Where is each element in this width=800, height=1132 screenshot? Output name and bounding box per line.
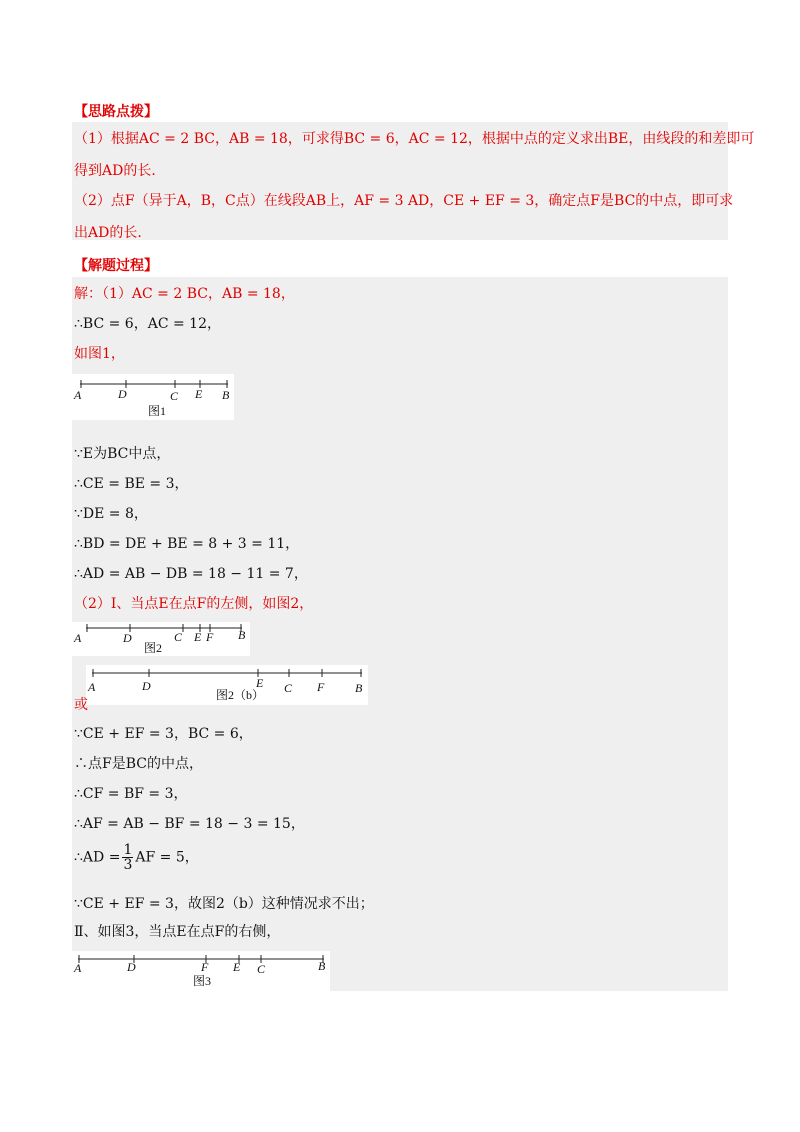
- figure-3: [72, 951, 330, 991]
- fig2-label-f: F: [206, 630, 214, 644]
- figure-1: [72, 374, 234, 420]
- fig2b-label-b: B: [355, 681, 363, 695]
- fig1-caption: 图1: [148, 404, 167, 418]
- fig2-label-b: B: [238, 628, 246, 642]
- solution-line-10: 或: [74, 697, 88, 713]
- figure-2b: [86, 665, 368, 705]
- solution-line-16: ∵CE + EF = 3，故图2（b）这种情况求不出；: [74, 896, 374, 912]
- fig2-label-c: C: [174, 630, 183, 644]
- solution-line-1: 解：（1）AC = 2 BC，AB = 18，: [74, 286, 295, 302]
- fig2b-label-a: A: [88, 680, 96, 694]
- solution-line-12: ∴点F是BC的中点，: [74, 756, 203, 772]
- solution-line-2: ∴BC = 6，AC = 12，: [74, 316, 221, 332]
- solution-line-6: ∵DE = 8，: [74, 506, 148, 522]
- fig1-label-e: E: [195, 387, 203, 401]
- fig3-label-c: C: [257, 962, 266, 976]
- solution-line-4: ∵E为BC中点，: [74, 446, 171, 462]
- solution-line-8: ∴AD = AB − DB = 18 − 11 = 7，: [74, 566, 308, 582]
- fig2b-label-f: F: [317, 680, 325, 694]
- solution-heading: 【解题过程】: [74, 258, 158, 274]
- solution-line-5: ∴CE = BE = 3，: [74, 476, 189, 492]
- fig2b-caption: 图2（b）: [216, 688, 265, 702]
- fig1-label-b: B: [222, 388, 230, 402]
- fig3-label-b: B: [318, 959, 326, 973]
- fig2-label-a: A: [74, 631, 82, 645]
- solution-line-14: ∴AF = AB − BF = 18 − 3 = 15，: [74, 816, 305, 832]
- solution-line-7: ∴BD = DE + BE = 8 + 3 = 11，: [74, 536, 300, 552]
- fig1-label-d: D: [118, 387, 127, 401]
- fig1-label-a: A: [74, 388, 82, 402]
- solution-line-9: （2）Ⅰ、当点E在点F的左侧，如图2，: [74, 596, 314, 612]
- fig3-label-f: F: [201, 960, 209, 974]
- hint-line-2b: 出AD的长．: [74, 225, 152, 241]
- figure-2: [72, 622, 250, 656]
- fig3-label-e: E: [233, 960, 241, 974]
- fig1-label-c: C: [170, 389, 179, 403]
- hint-line-2a: （2）点F（异于A，B，C点）在线段AB上，AF = 3 AD，CE + EF = 3，确定点F是BC的中点，即可求: [74, 193, 734, 209]
- fig2b-label-e: E: [256, 676, 264, 690]
- fig2-label-d: D: [123, 631, 132, 645]
- fraction-one-third: $\frac{1}{3}$: [123, 842, 133, 873]
- fig2b-label-d: D: [142, 679, 151, 693]
- solution-line-17: Ⅱ、如图3，当点E在点F的右侧，: [74, 924, 281, 940]
- hint-line-1b: 得到AD的长．: [74, 163, 166, 179]
- fig2-label-e: E: [194, 630, 202, 644]
- fig3-caption: 图3: [193, 974, 212, 988]
- hint-heading: 【思路点拨】: [74, 104, 158, 120]
- solution-line-11: ∵CE + EF = 3，BC = 6，: [74, 726, 253, 742]
- fig2-caption: 图2: [144, 641, 163, 655]
- solution-line-3: 如图1，: [74, 346, 125, 362]
- hint-line-1a: （1）根据AC = 2 BC，AB = 18，可求得BC = 6，AC = 12，根据中点的定义求出BE，由线段的和差即可: [74, 131, 755, 147]
- fig2b-label-c: C: [284, 681, 293, 695]
- solution-line-15: ∴AD = $\frac{1}{3}$ AF = 5，: [74, 842, 199, 873]
- solution-line-13: ∴CF = BF = 3，: [74, 786, 188, 802]
- fig3-label-a: A: [74, 961, 82, 975]
- fig3-label-d: D: [127, 960, 136, 974]
